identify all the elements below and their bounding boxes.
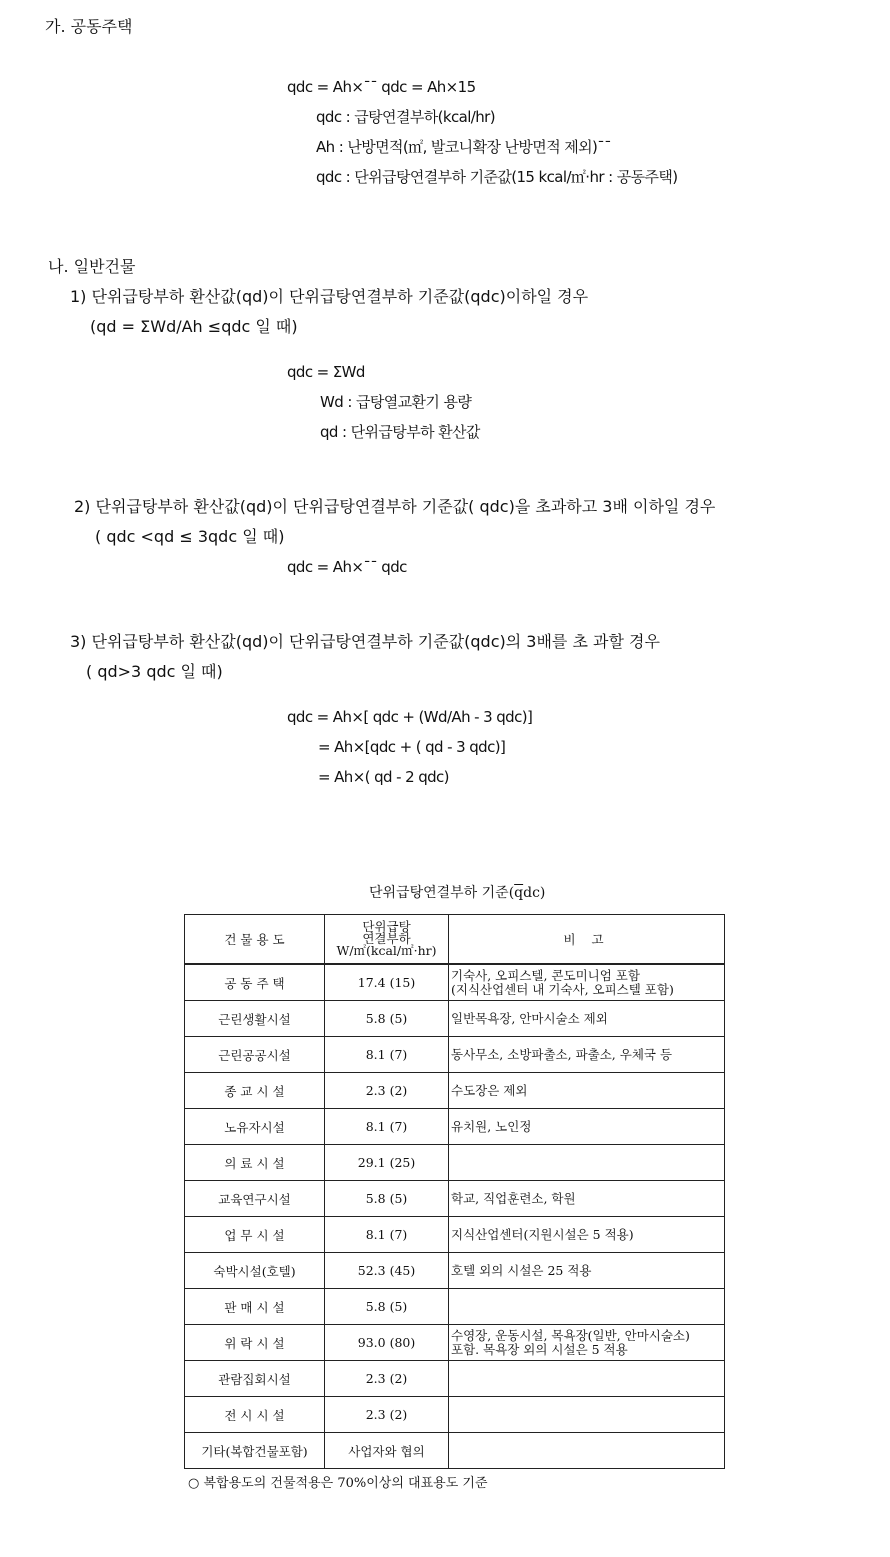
building-use-cell: 숙박시설(호텔) [185, 1253, 325, 1289]
load-value-cell: 5.8 (5) [325, 1289, 449, 1325]
case2-title: 2) 단위급탕부하 환산값(qd)이 단위급탕연결부하 기준값( qdc)을 초과하고 3배 이하일 경우 [74, 497, 716, 516]
table-row [185, 964, 725, 1001]
section-a-def-qdc: qdc : 급탕연결부하(kcal/hr) [316, 108, 495, 126]
building-use-cell: 관람집회시설 [185, 1361, 325, 1397]
remark-cell [449, 1433, 725, 1469]
load-value-cell: 2.3 (2) [325, 1361, 449, 1397]
load-value-cell: 사업자와 협의 [325, 1433, 449, 1469]
header-load [325, 915, 449, 965]
remark-line: 지식산업센터(지원시설은 5 적용) [451, 1226, 634, 1242]
load-value-cell: 8.1 (7) [325, 1037, 449, 1073]
table-row [185, 1001, 725, 1037]
remark-line: (지식산업센터 내 기숙사, 오피스텔 포함) [451, 981, 674, 997]
building-use-cell: 전 시 시 설 [185, 1397, 325, 1433]
table-row [185, 1217, 725, 1253]
load-value-cell: 2.3 (2) [325, 1397, 449, 1433]
remark-cell [449, 1109, 725, 1145]
remark-line: 호텔 외의 시설은 25 적용 [451, 1262, 592, 1278]
remark-cell [449, 1397, 725, 1433]
remark-line: 동사무소, 소방파출소, 파출소, 우체국 등 [451, 1046, 673, 1062]
header-load-line1: 단위급탕 [362, 919, 411, 935]
case3-formula-line3: = Ah×( qd - 2 qdc) [318, 768, 449, 786]
section-a-formula: qdc = Ah×¯¯ qdc = Ah×15 [287, 78, 476, 96]
load-value-cell: 8.1 (7) [325, 1109, 449, 1145]
load-value-cell: 5.8 (5) [325, 1001, 449, 1037]
section-b-heading: 나. 일반건물 [48, 257, 136, 276]
table-row [185, 1253, 725, 1289]
case1-title: 1) 단위급탕부하 환산값(qd)이 단위급탕연결부하 기준값(qdc)이하일 경우 [70, 287, 589, 306]
load-value-cell: 2.3 (2) [325, 1073, 449, 1109]
building-use-cell: 노유자시설 [185, 1109, 325, 1145]
table-footnote: ○ 복합용도의 건물적용은 70%이상의 대표용도 기준 [188, 1476, 488, 1491]
remark-cell [449, 1181, 725, 1217]
header-remark: 비 고 [449, 915, 725, 965]
table-row [185, 1361, 725, 1397]
table-row [185, 1325, 725, 1361]
case1-condition: (qd = ΣWd/Ah ≤qdc 일 때) [90, 317, 298, 336]
case1-def-qd: qd : 단위급탕부하 환산값 [320, 423, 480, 441]
remark-cell [449, 1001, 725, 1037]
table-caption: 단위급탕연결부하 기준$(\overline{q}dc)$ [369, 885, 546, 901]
table-header-row [185, 915, 725, 965]
building-use-cell: 교육연구시설 [185, 1181, 325, 1217]
table-row [185, 1073, 725, 1109]
load-standard-table [184, 914, 725, 1469]
table-row [185, 1145, 725, 1181]
header-use: 건 물 용 도 [185, 915, 325, 965]
remark-cell [449, 1037, 725, 1073]
remark-cell [449, 1217, 725, 1253]
load-value-cell: 93.0 (80) [325, 1325, 449, 1361]
remark-cell [449, 1361, 725, 1397]
load-value-cell: 29.1 (25) [325, 1145, 449, 1181]
remark-line: 일반목욕장, 안마시술소 제외 [451, 1010, 608, 1026]
table-row [185, 1397, 725, 1433]
table-row [185, 1433, 725, 1469]
building-use-cell: 업 무 시 설 [185, 1217, 325, 1253]
case2-condition: ( qdc <qd ≤ 3qdc 일 때) [95, 527, 285, 546]
building-use-cell: 공 동 주 택 [185, 964, 325, 1001]
case3-condition: ( qd>3 qdc 일 때) [86, 662, 223, 681]
remark-line: 기숙사, 오피스텔, 콘도미니엄 포함 [451, 968, 640, 984]
remark-line: 수영장, 운동시설, 목욕장(일반, 안마시술소) [451, 1328, 690, 1344]
remark-line: 학교, 직업훈련소, 학원 [451, 1190, 576, 1206]
building-use-cell: 판 매 시 설 [185, 1289, 325, 1325]
load-value-cell: 52.3 (45) [325, 1253, 449, 1289]
header-load-line3: W/㎡(kcal/㎡·hr) [336, 942, 437, 958]
case2-formula: qdc = Ah×¯¯ qdc [287, 558, 407, 576]
remark-line: 유치원, 노인정 [451, 1118, 532, 1134]
load-value-cell: 17.4 (15) [325, 964, 449, 1001]
header-load-line2: 연결부하 [362, 931, 411, 947]
remark-line: 포함. 목욕장 외의 시설은 5 적용 [451, 1341, 628, 1357]
table-row [185, 1109, 725, 1145]
case1-def-wd: Wd : 급탕열교환기 용량 [320, 393, 472, 411]
section-a-def-qdc-std: qdc : 단위급탕연결부하 기준값(15 kcal/㎡·hr : 공동주택) [316, 168, 678, 186]
table-row [185, 1289, 725, 1325]
building-use-cell: 종 교 시 설 [185, 1073, 325, 1109]
building-use-cell: 근린생활시설 [185, 1001, 325, 1037]
section-a-def-ah: Ah : 난방면적(㎡, 발코니확장 난방면적 제외)¯¯ [316, 138, 612, 156]
remark-line: 수도장은 제외 [451, 1082, 528, 1098]
remark-cell [449, 1253, 725, 1289]
building-use-cell: 의 료 시 설 [185, 1145, 325, 1181]
remark-cell [449, 1325, 725, 1361]
remark-cell [449, 1289, 725, 1325]
remark-cell [449, 1145, 725, 1181]
case3-formula-line1: qdc = Ah×[ qdc + (Wd/Ah - 3 qdc)] [287, 708, 533, 726]
case1-formula: qdc = ΣWd [287, 363, 365, 381]
load-value-cell: 5.8 (5) [325, 1181, 449, 1217]
remark-cell [449, 964, 725, 1001]
building-use-cell: 근린공공시설 [185, 1037, 325, 1073]
section-a-heading: 가. 공동주택 [45, 17, 133, 36]
building-use-cell: 위 락 시 설 [185, 1325, 325, 1361]
table-row [185, 1181, 725, 1217]
remark-cell [449, 1073, 725, 1109]
table-row [185, 1037, 725, 1073]
case3-formula-line2: = Ah×[qdc + ( qd - 3 qdc)] [318, 738, 506, 756]
load-value-cell: 8.1 (7) [325, 1217, 449, 1253]
case3-title: 3) 단위급탕부하 환산값(qd)이 단위급탕연결부하 기준값(qdc)의 3배를 초 과할 경우 [70, 632, 660, 651]
building-use-cell: 기타(복합건물포함) [185, 1433, 325, 1469]
